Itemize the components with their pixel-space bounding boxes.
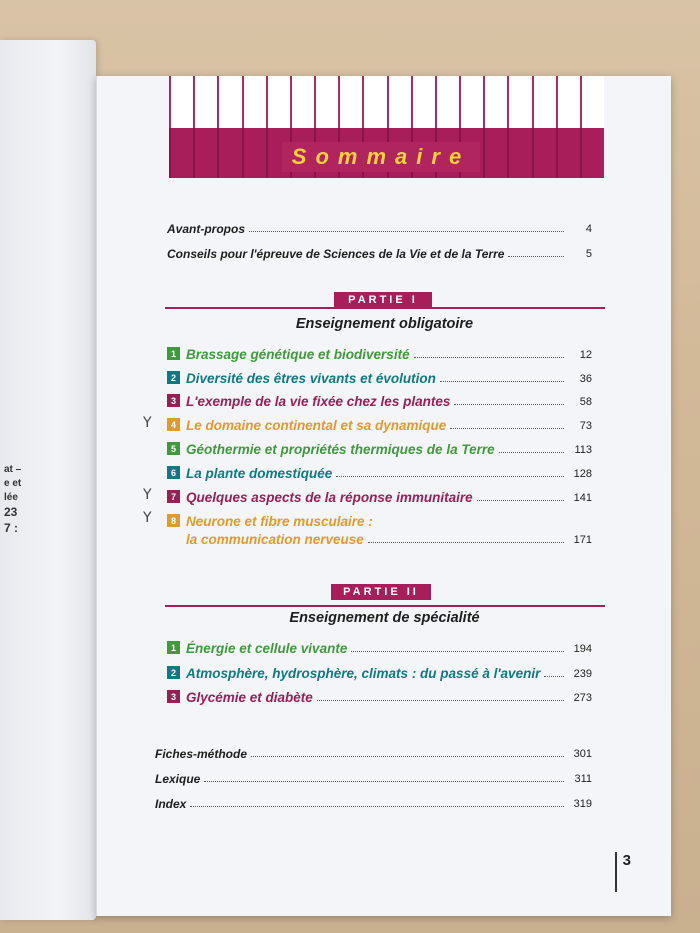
toc-label: La plante domestiquée (186, 466, 333, 481)
toc-label: Avant-propos (167, 222, 245, 236)
part-subtitle: Enseignement de spécialité (289, 610, 480, 626)
tick-mark-icon: Y (143, 510, 152, 526)
header-stripes (169, 76, 604, 128)
chapter-number: 4 (167, 418, 180, 431)
dot-leader (440, 381, 564, 382)
toc-label-line2: la communication nerveuse (186, 532, 364, 547)
dot-leader (454, 404, 564, 405)
toc-row (167, 389, 592, 409)
chapter-number: 1 (167, 641, 180, 654)
chapter-number: 1 (167, 347, 180, 360)
toc-label: Géothermie et propriétés thermiques de la Terre (186, 442, 495, 457)
dot-leader (508, 256, 564, 257)
dot-leader (544, 676, 564, 677)
toc-page: 319 (573, 798, 592, 810)
dot-leader (477, 500, 564, 501)
dot-leader (204, 781, 564, 782)
tick-mark-icon: Y (143, 415, 152, 431)
toc-label: Énergie et cellule vivante (186, 641, 348, 656)
chapter-number: 2 (167, 371, 180, 384)
toc-row (167, 366, 592, 386)
toc-page: 273 (573, 692, 592, 704)
page-number: 3 (615, 852, 631, 892)
part-tag: PARTIE I (334, 292, 432, 308)
toc-page: 301 (573, 748, 592, 760)
dot-leader (499, 452, 564, 453)
toc-row (167, 342, 592, 362)
toc-label: Fiches-méthode (155, 747, 248, 761)
chapter-number: 3 (167, 394, 180, 407)
page-title: Sommaire (291, 144, 471, 169)
toc-page: 113 (574, 444, 592, 456)
part-subtitle: Enseignement obligatoire (295, 316, 474, 332)
toc-label: Quelques aspects de la réponse immunitaire (186, 490, 473, 505)
dot-leader (414, 357, 564, 358)
toc-label: Brassage génétique et biodiversité (186, 347, 410, 362)
toc-row (167, 661, 592, 681)
chapter-number: 3 (167, 690, 180, 703)
toc-row (155, 741, 592, 761)
previous-page (0, 40, 96, 920)
toc-row (167, 636, 592, 656)
left-page-text: at – (4, 464, 22, 475)
tick-mark-icon: Y (143, 487, 152, 503)
toc-row (167, 485, 592, 505)
chapter-number: 5 (167, 442, 180, 455)
toc-page: 194 (573, 643, 592, 655)
toc-row (167, 509, 592, 529)
toc-page: 311 (574, 773, 592, 785)
left-page-text: 23 (4, 505, 18, 519)
toc-page: 4 (585, 223, 592, 235)
toc-page: 12 (579, 349, 592, 361)
header-title-box (282, 142, 480, 172)
toc-row (155, 791, 592, 811)
toc-row (167, 216, 592, 236)
chapter-number: 6 (167, 466, 180, 479)
toc-page: 5 (585, 248, 592, 260)
dot-leader (190, 806, 564, 807)
toc-row (186, 527, 592, 547)
toc-label: Diversité des êtres vivants et évolution (186, 371, 436, 386)
toc-label: Le domaine continental et sa dynamique (186, 418, 447, 433)
chapter-number: 2 (167, 666, 180, 679)
toc-page: 58 (579, 396, 592, 408)
toc-row (167, 241, 592, 261)
toc-label: Conseils pour l'épreuve de Sciences de la Vie et de la Terre (167, 247, 505, 261)
toc-row (167, 461, 592, 481)
dot-leader (450, 428, 564, 429)
toc-page: 171 (573, 534, 592, 546)
chapter-number: 8 (167, 514, 180, 527)
dot-leader (351, 651, 564, 652)
dot-leader (368, 542, 564, 543)
toc-row (167, 685, 592, 705)
toc-row (167, 437, 592, 457)
part-tag: PARTIE II (331, 584, 431, 600)
left-page-text: e et (4, 478, 22, 489)
toc-row (155, 766, 592, 786)
toc-label: Lexique (155, 772, 201, 786)
toc-page: 239 (573, 668, 592, 680)
toc-page: 141 (573, 492, 592, 504)
dot-leader (249, 231, 564, 232)
contents-page (96, 76, 671, 916)
dot-leader (317, 700, 564, 701)
toc-page: 128 (573, 468, 592, 480)
dot-leader (251, 756, 564, 757)
toc-label: Neurone et fibre musculaire : (186, 514, 373, 529)
toc-label: Atmosphère, hydrosphère, climats : du passé à l'avenir (186, 666, 541, 681)
toc-row (167, 413, 592, 433)
toc-label: L'exemple de la vie fixée chez les plantes (186, 394, 451, 409)
part-divider (165, 605, 605, 607)
toc-page: 73 (579, 420, 592, 432)
left-page-text: 7 : (4, 521, 19, 535)
toc-page: 36 (579, 373, 592, 385)
left-page-text: lée (4, 492, 18, 503)
chapter-number: 7 (167, 490, 180, 503)
toc-label: Glycémie et diabète (186, 690, 313, 705)
dot-leader (336, 476, 564, 477)
toc-label: Index (155, 797, 187, 811)
